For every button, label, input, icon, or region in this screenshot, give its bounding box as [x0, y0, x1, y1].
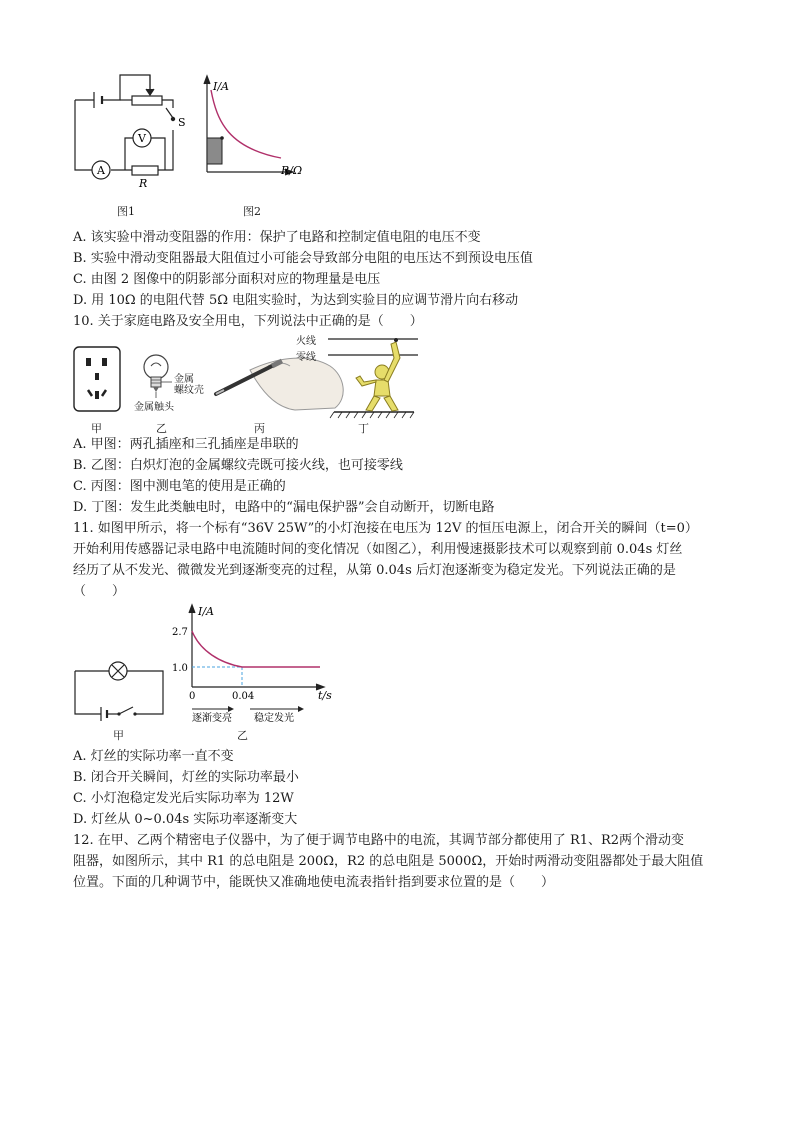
- q10-caption-jia: 甲: [91, 422, 102, 435]
- q11-option-d: D. 灯丝从 0~0.04s 实际功率逐渐变大: [73, 812, 298, 827]
- q9-resistor-label: R: [139, 177, 148, 190]
- live-wire-label: 火线: [296, 336, 316, 347]
- q10-caption-ding: 丁: [358, 422, 369, 435]
- q9-figure1-caption: 图1: [117, 205, 135, 218]
- q11-x-tick-0.04: 0.04: [232, 691, 255, 702]
- q10-option-a: A. 甲图：两孔插座和三孔插座是串联的: [73, 437, 299, 452]
- q11-y-tick-2.7: 2.7: [172, 627, 188, 638]
- neutral-wire-label: 零线: [296, 352, 316, 363]
- q11-stem-line-1: 11. 如图甲所示，将一个标有“36V 25W”的小灯泡接在电压为 12V 的恒压电源上，闭合开关的瞬间（t=0）: [73, 521, 698, 536]
- q10-option-c: C. 丙图：图中测电笔的使用是正确的: [73, 479, 286, 494]
- q12-stem-line-2: 阻器，如图所示，其中 R1 的总电阻是 200Ω，R2 的总电阻是 5000Ω，开始时两滑动变阻器都处于最大阻值: [73, 854, 704, 869]
- q11-option-c: C. 小灯泡稳定发光后实际功率为 12W: [73, 791, 294, 806]
- q11-chart-y-label: I/A: [198, 605, 214, 618]
- q11-stem-line-4: （ ）: [73, 584, 126, 599]
- q9-graph-x-label: R/Ω: [281, 164, 303, 177]
- q9-option-b: B. 实验中滑动变阻器最大阻值过小可能会导致部分电阻的电压达不到预设电压值: [73, 251, 533, 266]
- q10-stem: 10. 关于家庭电路及安全用电，下列说法中正确的是（ ）: [73, 314, 423, 329]
- q9-option-d: D. 用 10Ω 的电阻代替 5Ω 电阻实验时，为达到实验目的应调节滑片向右移动: [73, 293, 519, 308]
- q11-y-tick-1.0: 1.0: [172, 663, 188, 674]
- q11-lamp-circuit: [73, 659, 165, 721]
- q11-caption-yi: 乙: [237, 729, 248, 742]
- q9-graph-figure: [195, 72, 310, 182]
- q9-ammeter-symbol: A: [97, 164, 105, 177]
- bulb-label-contact: 金属触头: [134, 402, 174, 413]
- q10-caption-yi: 乙: [156, 422, 167, 435]
- q11-phase-brightening: 逐渐变亮: [192, 713, 232, 724]
- q11-chart-x-label: t/s: [318, 689, 332, 702]
- bulb-label-screw: 金属 螺纹壳: [174, 374, 204, 396]
- q11-x-tick-0: 0: [189, 691, 196, 702]
- q11-option-b: B. 闭合开关瞬间，灯丝的实际功率最小: [73, 770, 299, 785]
- q9-circuit-figure: [70, 70, 200, 190]
- q12-stem-line-1: 12. 在甲、乙两个精密电子仪器中，为了便于调节电路中的电流，其调节部分都使用了 R1、R2两个滑动变: [73, 833, 685, 848]
- q9-graph-y-label: I/A: [213, 80, 229, 93]
- q12-stem-line-3: 位置。下面的几种调节中，能既快又准确地使电流表指针指到要求位置的是（ ）: [73, 875, 555, 890]
- q11-current-time-chart: [170, 603, 340, 733]
- socket-icon: [73, 346, 121, 412]
- q10-option-b: B. 乙图：白炽灯泡的金属螺纹壳既可接火线，也可接零线: [73, 458, 403, 473]
- q10-option-d: D. 丁图：发生此类触电时，电路中的“漏电保护器”会自动断开，切断电路: [73, 500, 495, 515]
- q9-voltmeter-symbol: V: [138, 132, 146, 145]
- q9-switch-label: S: [178, 116, 186, 129]
- q10-caption-bing: 丙: [254, 422, 265, 435]
- q11-phase-stable: 稳定发光: [254, 713, 294, 724]
- q11-option-a: A. 灯丝的实际功率一直不变: [73, 749, 234, 764]
- q9-figure2-caption: 图2: [243, 205, 261, 218]
- q9-option-a: A. 该实验中滑动变阻器的作用：保护了电路和控制定值电阻的电压不变: [73, 230, 481, 245]
- q11-stem-line-3: 经历了从不发光、微微发光到逐渐变亮的过程，从第 0.04s 后灯泡逐渐变为稳定发光。下列说法正确的是: [73, 563, 676, 578]
- q11-stem-line-2: 开始利用传感器记录电路中电流随时间的变化情况（如图乙），利用慢速摄影技术可以观察到前 0.04s 灯丝: [73, 542, 683, 557]
- q9-option-c: C. 由图 2 图像中的阴影部分面积对应的物理量是电压: [73, 272, 381, 287]
- q11-caption-jia: 甲: [113, 729, 124, 742]
